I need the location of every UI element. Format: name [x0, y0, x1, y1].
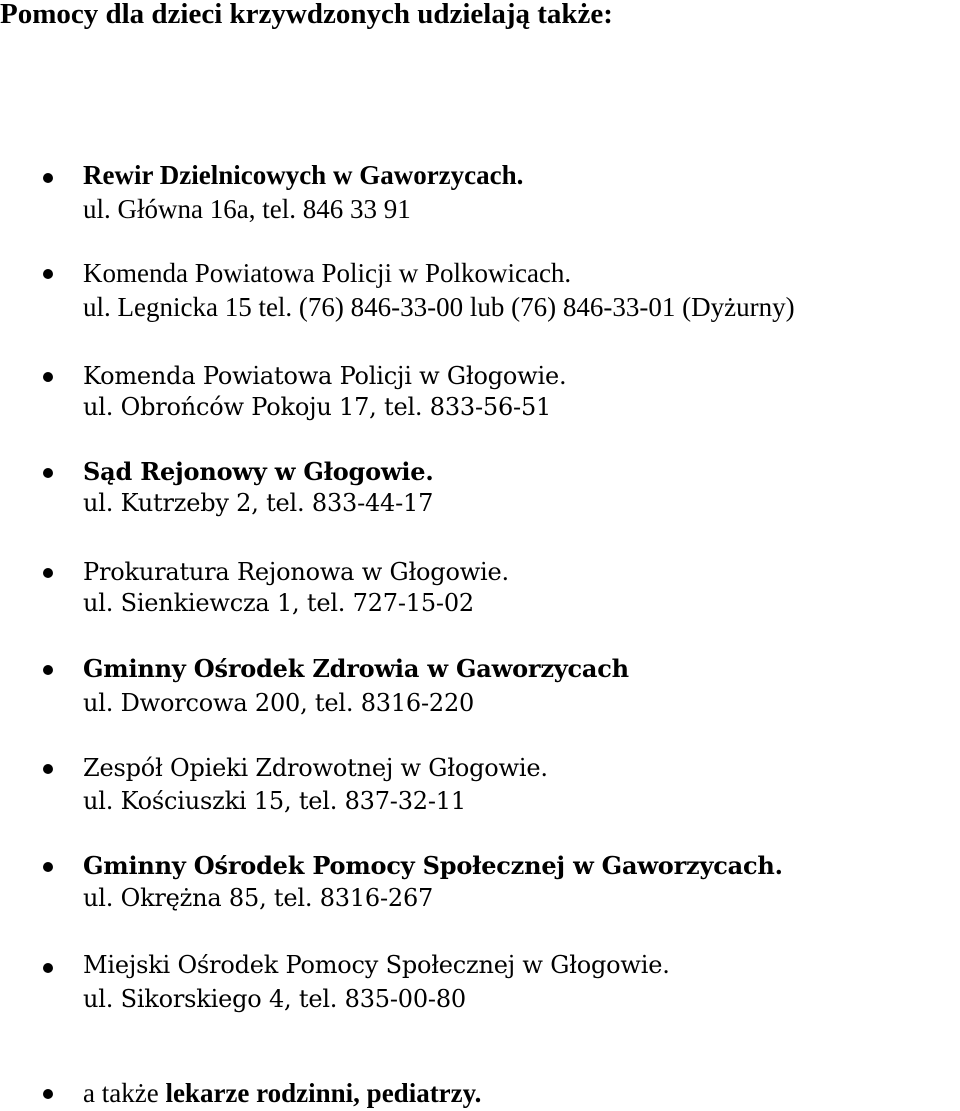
closing-prefix: a także [83, 1078, 159, 1108]
institution-name: Zespół Opieki Zdrowotnej w Głogowie. [83, 754, 548, 782]
institution-name: Komenda Powiatowa Policji w Polkowicach. [83, 258, 572, 288]
institution-details: ul. Kutrzeby 2, tel. 833-44-17 [83, 489, 434, 517]
closing-text [83, 1078, 481, 1108]
institution-name: Komenda Powiatowa Policji w Głogowie. [83, 362, 567, 390]
bullet-icon [43, 963, 53, 973]
institution-details: ul. Kościuszki 15, tel. 837-32-11 [83, 787, 466, 815]
bullet-icon [43, 568, 53, 578]
bullet-icon [43, 862, 53, 872]
institution-details: ul. Sienkiewcza 1, tel. 727-15-02 [83, 589, 474, 617]
bullet-icon [43, 764, 53, 774]
closing-emphasis: lekarze rodzinni, pediatrzy. [165, 1078, 482, 1108]
institution-details: ul. Legnicka 15 tel. (76) 846-33-00 lub (76) 846-33-01 (Dyżurny) [83, 292, 795, 322]
institution-name: Miejski Ośrodek Pomocy Społecznej w Głogowie. [83, 951, 670, 979]
institution-name: Gminny Ośrodek Pomocy Społecznej w Gaworzycach. [83, 851, 783, 880]
bullet-icon [43, 468, 53, 478]
institution-name: Sąd Rejonowy w Głogowie. [83, 457, 434, 486]
bullet-icon [43, 665, 53, 675]
institution-details: ul. Okrężna 85, tel. 8316-267 [83, 884, 434, 912]
institution-details: ul. Obrońców Pokoju 17, tel. 833-56-51 [83, 393, 552, 421]
institution-name: Prokuratura Rejonowa w Głogowie. [83, 558, 509, 586]
institution-details: ul. Dworcowa 200, tel. 8316-220 [83, 689, 475, 717]
page-title: Pomocy dla dzieci krzywdzonych udzielają także: [0, 0, 613, 30]
bullet-icon [43, 269, 53, 279]
institution-details: ul. Główna 16a, tel. 846 33 91 [83, 194, 411, 224]
institution-name: Gminny Ośrodek Zdrowia w Gaworzycach [83, 654, 629, 683]
institution-details: ul. Sikorskiego 4, tel. 835-00-80 [83, 985, 466, 1013]
bullet-icon [43, 372, 53, 382]
institution-name: Rewir Dzielnicowych w Gaworzycach. [83, 160, 524, 190]
bullet-icon [43, 1089, 53, 1099]
bullet-icon [43, 173, 53, 183]
